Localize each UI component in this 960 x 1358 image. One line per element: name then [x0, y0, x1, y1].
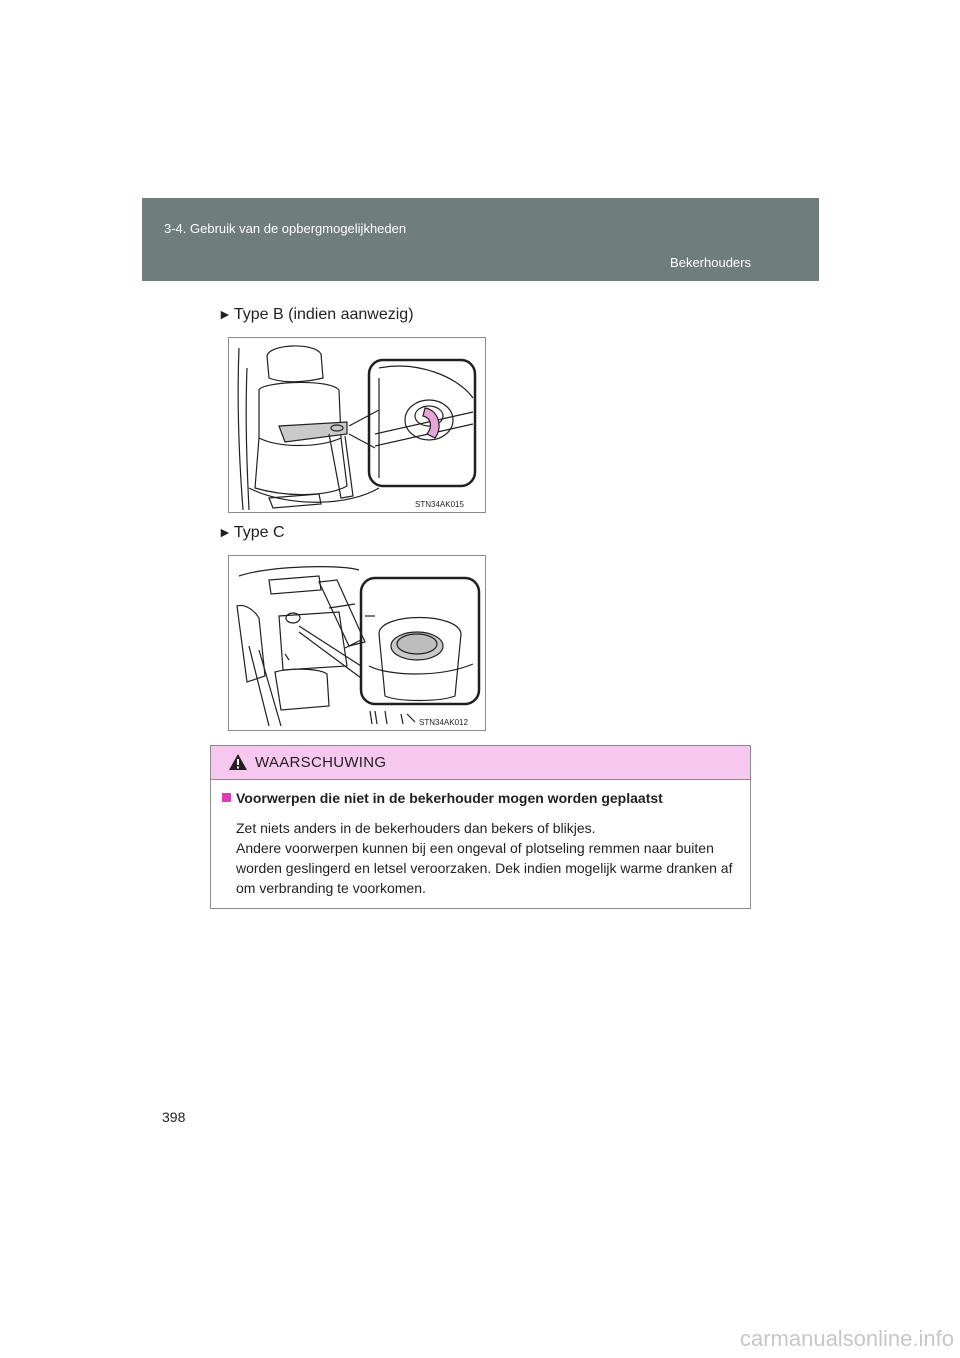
topic-title: Bekerhouders: [670, 255, 751, 270]
figure-code: STN34AK015: [415, 500, 464, 509]
section-title: 3-4. Gebruik van de opbergmogelijkheden: [164, 221, 407, 236]
square-bullet-icon: [222, 793, 231, 802]
subhead-label: Type B (indien aanwezig): [233, 306, 414, 323]
triangle-marker-icon: ►: [218, 524, 232, 540]
footer-watermark: carmanualsonline.info: [739, 1326, 954, 1351]
triangle-marker-icon: ►: [218, 306, 232, 322]
warning-box: [210, 745, 751, 909]
warning-title: [222, 790, 663, 806]
subhead-label: Type C: [233, 524, 285, 541]
subhead-type-b: [218, 306, 414, 324]
console-cupholder-illustration: [229, 556, 485, 730]
figure-code: STN34AK012: [419, 718, 468, 727]
warning-text: [236, 818, 746, 898]
subhead-type-c: [218, 524, 285, 542]
warning-header: [211, 746, 750, 780]
page-number: 398: [162, 1109, 186, 1125]
warning-line-2: Andere voorwerpen kunnen bij een ongeval of plotseling remmen naar buiten worden geslingerd en letsel veroorzaken. Dek indien mogelijk warme dranken af om verbranding te voorkomen.: [236, 840, 733, 896]
seat-tray-illustration: [229, 338, 485, 512]
warning-label: WAARSCHUWING: [255, 754, 387, 771]
warning-line-1: Zet niets anders in de bekerhouders dan bekers of blikjes.: [236, 820, 596, 836]
section-header: [142, 198, 819, 281]
figure-type-c: [228, 555, 486, 731]
figure-type-b: [228, 337, 486, 513]
warning-title-text: Voorwerpen die niet in de bekerhouder mogen worden geplaatst: [236, 790, 663, 806]
warning-triangle-icon: [228, 753, 248, 771]
